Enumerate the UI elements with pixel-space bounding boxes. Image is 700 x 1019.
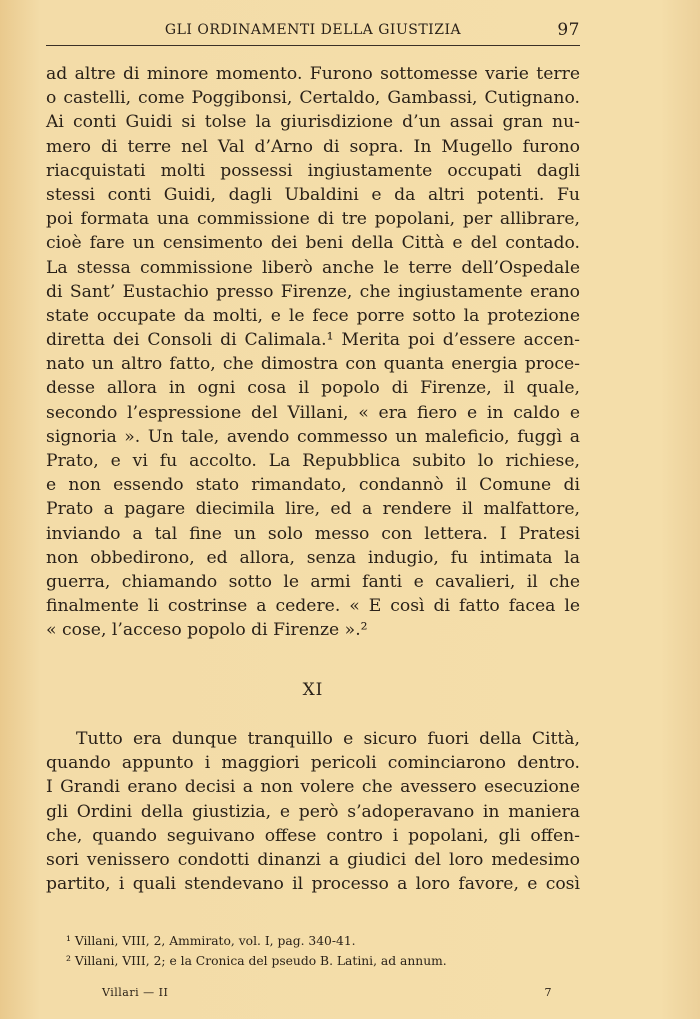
text-line: gli Ordini della giustizia, e però s’adoperavano in maniera (46, 801, 580, 822)
text-line: state occupate da molti, e le fece porre sotto la protezione (46, 305, 580, 326)
text-line: Prato, e vi fu accolto. La Repubblica subito lo richiese, (46, 451, 580, 471)
text-line: partito, i quali stendevano il processo a loro favore, e così (46, 874, 580, 895)
text-line: guerra, chiamando sotto le armi fanti e cavalieri, il che (46, 571, 580, 592)
text-line: I Grandi erano decisi a non volere che avessero esecuzione (46, 777, 580, 798)
section-heading: XI (302, 680, 324, 700)
running-head (46, 20, 580, 44)
header-rule (46, 45, 580, 46)
text-line: o castelli, come Poggibonsi, Certaldo, Gambassi, Cutignano. (46, 88, 580, 109)
text-line: La stessa commissione liberò anche le terre dell’Ospedale (46, 257, 580, 278)
text-line: finalmente li costrinse a cedere. « E così di fatto facea le (46, 596, 580, 617)
text-line: inviando a tal fine un solo messo con lettera. I Pratesi (46, 523, 580, 544)
text-line: poi formata una commissione di tre popolani, per allibrare, (46, 209, 580, 230)
text-line: nato un altro fatto, che dimostra con quanta energia proce- (46, 354, 580, 375)
signature-number: 7 (544, 986, 552, 999)
text-line: desse allora in ogni cosa il popolo di Firenze, il quale, (46, 378, 580, 399)
text-line: Prato a pagare diecimila lire, ed a rendere il malfattore, (46, 499, 580, 520)
text-line: secondo l’espressione del Villani, « era fiero e in caldo e (46, 402, 580, 423)
text-line: stessi conti Guidi, dagli Ubaldini e da altri potenti. Fu (46, 184, 580, 205)
page-number: 97 (557, 20, 580, 40)
text-line: sori venissero condotti dinanzi a giudici del loro medesimo (46, 849, 580, 870)
text-line: quando appunto i maggiori pericoli cominciarono dentro. (46, 753, 580, 774)
text-line: Tutto era dunque tranquillo e sicuro fuori della Città, (76, 729, 580, 749)
text-line: di Sant’ Eustachio presso Firenze, che ingiustamente erano (46, 281, 580, 302)
text-line: mero di terre nel Val d’Arno di sopra. In Mugello furono (46, 136, 580, 157)
text-line: signoria ». Un tale, avendo commesso un maleficio, fuggì a (46, 426, 580, 447)
running-title: GLI ORDINAMENTI DELLA GIUSTIZIA (164, 22, 462, 38)
text-line: riacquistati molti possessi ingiustamente occupati dagli (46, 160, 580, 181)
paragraph-1 (46, 62, 580, 643)
text-line: ad altre di minore momento. Furono sottomesse varie terre (46, 64, 580, 84)
footnote-1: ¹ Villani, VIII, 2, Ammirato, vol. I, pag. 340-41. (66, 934, 356, 948)
text-line: diretta dei Consoli di Calimala.¹ Merita poi d’essere accen- (46, 330, 580, 351)
paragraph-2 (46, 727, 580, 896)
text-line: non obbedirono, ed allora, senza indugio, fu intimata la (46, 547, 580, 568)
text-line: Ai conti Guidi si tolse la giurisdizione d’un assai gran nu- (46, 112, 580, 133)
text-line: cioè fare un censimento dei beni della Città e del contado. (46, 233, 580, 254)
footnote-2: ² Villani, VIII, 2; e la Cronica del pseudo B. Latini, ad annum. (66, 954, 447, 968)
text-line: « cose, l’acceso popolo di Firenze ».² (46, 620, 368, 641)
text-line: e non essendo stato rimandato, condannò il Comune di (46, 475, 580, 496)
text-line: che, quando seguivano offese contro i popolani, gli offen- (46, 825, 580, 846)
footnotes (66, 931, 580, 971)
signature-mark: Villari — II (102, 986, 169, 999)
